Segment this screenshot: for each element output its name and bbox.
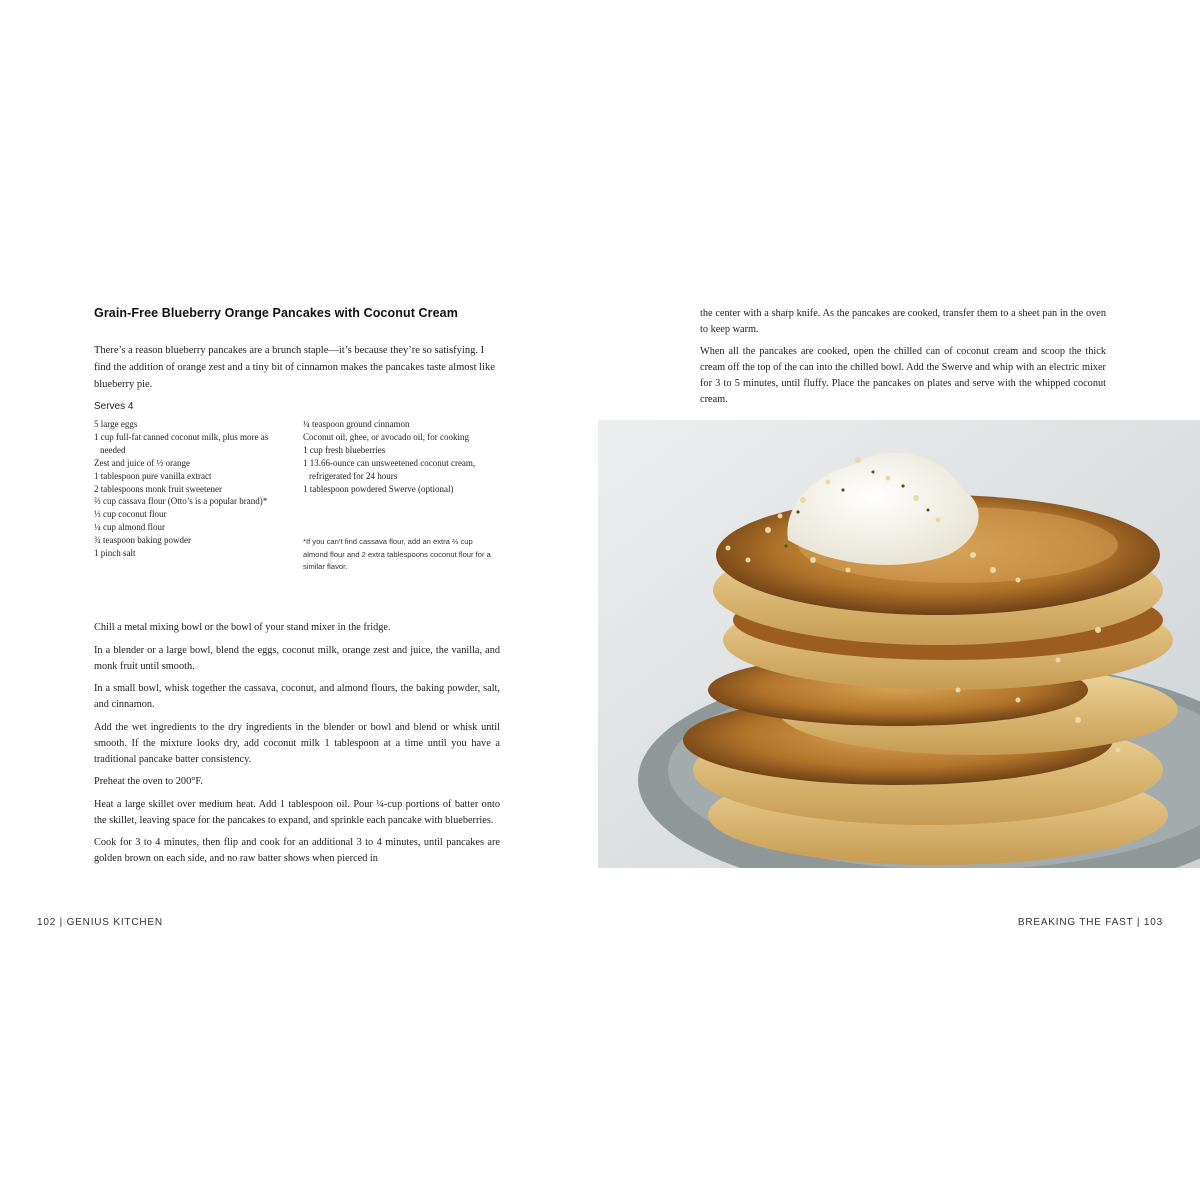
ingredient-item: 1 cup full-fat canned coconut milk, plus more as needed	[94, 431, 269, 455]
method-step: Preheat the oven to 200°F.	[94, 776, 203, 787]
method-step: Cook for 3 to 4 minutes, then flip and cook for an additional 3 to 4 minutes, until pancakes are golden brown on each side, and no raw batter shows when pierced in	[94, 837, 500, 864]
left-page	[94, 306, 500, 874]
folio-right: BREAKING THE FAST | 103	[1017, 917, 1163, 928]
ingredient-item: ¾ teaspoon baking powder	[94, 535, 191, 546]
ingredients-column-2	[303, 418, 498, 495]
folio-left: 102 | GENIUS KITCHEN	[37, 917, 163, 928]
ingredient-item: 2 tablespoons monk fruit sweetener	[94, 483, 222, 494]
method-step: the center with a sharp knife. As the pancakes are cooked, transfer them to a sheet pan in the oven to keep warm.	[700, 308, 1106, 335]
right-page-text	[700, 306, 1106, 414]
ingredient-footnote: *If you can’t find cassava flour, add an extra ⅔ cup almond flour and 2 extra tablespoons coconut flour for a similar flavor.	[303, 537, 491, 571]
method-steps	[94, 620, 500, 867]
method-step: When all the pancakes are cooked, open the chilled can of coconut cream and scoop the thick cream off the top of the can into the chilled bowl. Add the Swerve and whip with an electric mixer for 3 to 5 minutes, until fluffy. Place the pancakes on plates and serve with the whipped coconut cream.	[700, 346, 1106, 405]
ingredient-item: 1 tablespoon pure vanilla extract	[94, 470, 212, 481]
ingredient-item: 1 cup fresh blueberries	[303, 444, 386, 455]
recipe-title: Grain-Free Blueberry Orange Pancakes with Coconut Cream	[94, 306, 458, 320]
method-step: In a blender or a large bowl, blend the eggs, coconut milk, orange zest and juice, the vanilla, and monk fruit until smooth.	[94, 644, 500, 672]
ingredient-item: ⅓ cup coconut flour	[94, 509, 167, 520]
ingredient-item: Zest and juice of ½ orange	[94, 457, 190, 468]
method-step: Heat a large skillet over medium heat. Add 1 tablespoon oil. Pour ¼-cup portions of batter onto the skillet, leaving space for the pancakes to expand, and sprinkle each pancake with blueberries.	[94, 798, 500, 826]
ingredient-item: 5 large eggs	[94, 419, 138, 429]
ingredients-column-1	[94, 418, 274, 560]
ingredient-item: 1 tablespoon powdered Swerve (optional)	[303, 483, 454, 494]
method-step: Add the wet ingredients to the dry ingredients in the blender or bowl and blend or whisk until smooth. If the mixture looks dry, add coconut milk 1 tablespoon at a time until you have a traditional pancake batter consistency.	[94, 721, 500, 765]
recipe-intro: There’s a reason blueberry pancakes are a brunch staple—it’s because they’re so satisfying. I find the addition of orange zest and a tiny bit of cinnamon makes the pancakes taste almost like blueberry pie.	[94, 345, 495, 390]
ingredient-item: Coconut oil, ghee, or avocado oil, for cooking	[303, 431, 469, 442]
ingredient-item: ⅔ cup cassava flour (Otto’s is a popular brand)*	[94, 496, 268, 507]
ingredient-item: 1 13.66-ounce can unsweetened coconut cream, refrigerated for 24 hours	[303, 457, 476, 481]
ingredients-list	[94, 418, 500, 600]
serves-label: Serves 4	[94, 401, 134, 412]
method-step: Chill a metal mixing bowl or the bowl of your stand mixer in the fridge.	[94, 622, 391, 633]
pancake-stack-photo	[598, 420, 1200, 868]
ingredient-item: ¼ cup almond flour	[94, 522, 165, 533]
ingredient-item: ¼ teaspoon ground cinnamon	[303, 419, 410, 429]
method-step: In a small bowl, whisk together the cassava, coconut, and almond flours, the baking powder, salt, and cinnamon.	[94, 683, 500, 710]
ingredient-item: 1 pinch salt	[94, 548, 136, 559]
